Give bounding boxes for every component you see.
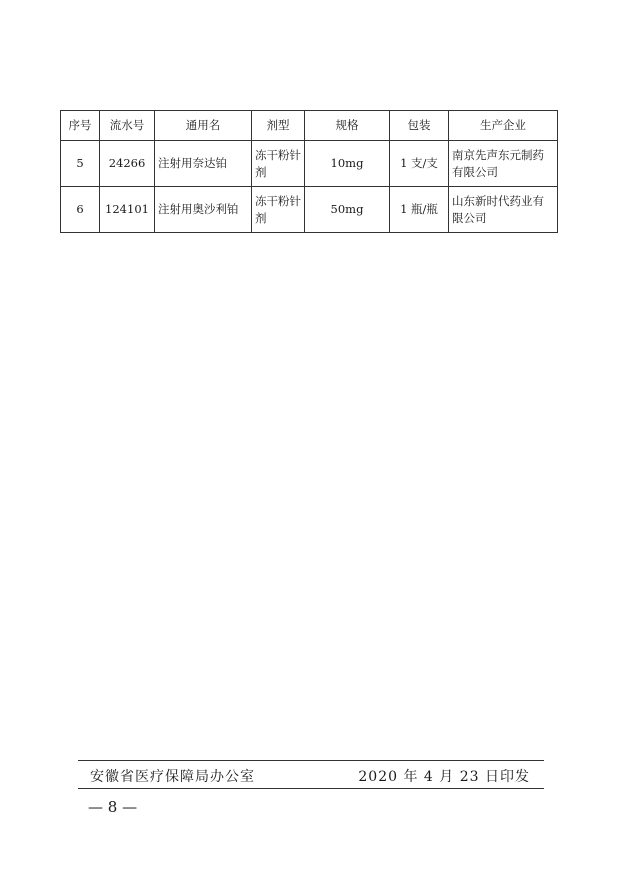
header-seq: 序号 <box>61 111 100 141</box>
header-package: 包装 <box>390 111 449 141</box>
drug-table <box>60 110 558 233</box>
cell-spec: 50mg <box>305 187 390 233</box>
cell-generic-name: 注射用奥沙利铂 <box>155 187 252 233</box>
cell-dosage-form: 冻干粉针剂 <box>252 187 305 233</box>
issuer-name: 安徽省医疗保障局办公室 <box>90 769 255 785</box>
footer-bottom-divider <box>78 788 544 789</box>
page-number: — 8 — <box>88 798 138 816</box>
cell-manufacturer: 山东新时代药业有限公司 <box>449 187 558 233</box>
table-row <box>61 187 558 233</box>
header-dosage-form: 剂型 <box>252 111 305 141</box>
issue-date: 2020 年 4 月 23 日印发 <box>358 769 530 785</box>
cell-seq: 6 <box>61 187 100 233</box>
header-spec: 规格 <box>305 111 390 141</box>
cell-dosage-form: 冻干粉针剂 <box>252 141 305 187</box>
cell-package: 1 支/支 <box>390 141 449 187</box>
cell-serial: 24266 <box>100 141 155 187</box>
header-serial: 流水号 <box>100 111 155 141</box>
cell-serial: 124101 <box>100 187 155 233</box>
footer-top-divider <box>78 760 544 761</box>
table-header-row <box>61 111 558 141</box>
header-generic-name: 通用名 <box>155 111 252 141</box>
cell-manufacturer: 南京先声东元制药有限公司 <box>449 141 558 187</box>
cell-spec: 10mg <box>305 141 390 187</box>
cell-seq: 5 <box>61 141 100 187</box>
cell-package: 1 瓶/瓶 <box>390 187 449 233</box>
header-manufacturer: 生产企业 <box>449 111 558 141</box>
table-row <box>61 141 558 187</box>
cell-generic-name: 注射用奈达铂 <box>155 141 252 187</box>
